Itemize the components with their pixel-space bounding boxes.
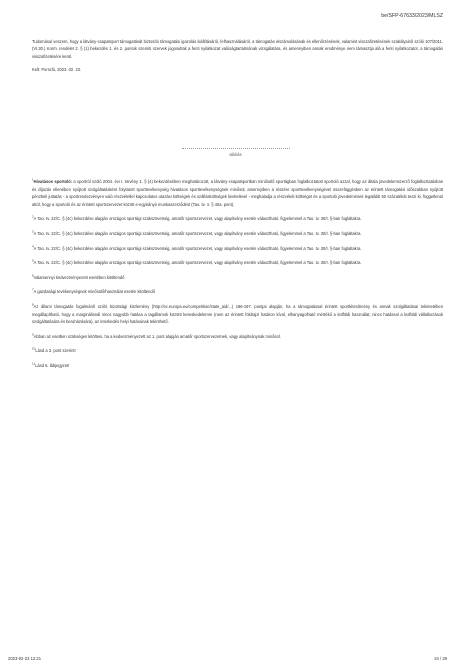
footnote-number: 2 [32,215,34,220]
footer-timestamp: 2023-02-23 12:21 [8,656,42,661]
footnote-number: 10 [32,346,36,351]
footnote-text: A Tao. tv. 22/C. § (4c) bekezdése alapján országos sportági szakszövetség, amatőr sportszervezet, vagy alapítvány esetén választható, figyelemmel a Tao. tv. 30/I. §-ban foglaltakra. [33,216,362,222]
footnote [32,362,443,370]
footnote-number: 1 [32,177,34,182]
page-number: 24 / 29 [434,656,447,661]
footnote-text: A Tao. tv. 22/C. § (4c) bekezdése alapján országos sportági szakszövetség, amatőr sportszervezet, vagy alapítvány esetén választható, figyelemmel a Tao. tv. 30/I. §-ban foglaltakra. [33,260,362,266]
footnote [32,333,443,341]
document-reference: be/SFP-67633/2023/MLSZ [381,13,443,19]
footnote-text: Valamennyi kedvezményezett esetében kitöltendő [33,274,125,280]
footnotes [32,178,443,377]
footnote-number: 8 [32,302,34,307]
footnote-text: A Tao. tv. 22/C. § (4c) bekezdése alapján országos sportági szakszövetség, amatőr sportszervezet, vagy alapítvány esetén választható, figyelemmel a Tao. tv. 30/I. §-ban foglaltakra. [33,230,362,236]
footnote [32,274,443,282]
footnote [32,215,443,223]
footnote [32,178,443,208]
document-body [32,38,443,80]
signature-label: aláírás [229,152,242,157]
footnote-text: A gazdasági tevékenységnek minősülő/használat esetén kitöltendő [33,289,155,295]
footnote-text: Az állami támogatás fogalmáról szóló bizottsági közlemény (http://ec.europa.eu/competition/state_aid/...) 196-197. pontjai alapján, ha a támogatással érintett sportlétesítmény és annak szolgáltatásai tekintetében megállapítható, hogy a marginálisnál nincs nagyobb hatása a tagállamok közötti kereskedelemre (nem az érintett földrajzi határon kívül, elhanyagolható mértékű a külföldi használat; nincs hatással a külföldi vállalkozások szolgáltatására és beruházására), az interkedés helyi hatásúnak tekinthető. [32,303,443,325]
footnote-term: Hivatásos sportoló: [33,179,73,184]
footnote [32,347,443,355]
footnote-text: A Tao. tv. 22/C. § (4c) bekezdése alapján országos sportági szakszövetség, amatőr sportszervezet, vagy alapítvány esetén választható, figyelemmel a Tao. tv. 30/I. §-ban foglaltakra. [33,245,362,251]
footnote-text: Lásd 6. lábjegyzet! [35,362,70,368]
footnote [32,259,443,267]
footnote-number: 7 [32,287,34,292]
footnote-number: 9 [32,332,34,337]
footnote [32,288,443,296]
place-date: Kelt: Porszló, 2023. 02. 23. [32,67,82,73]
footnote [32,303,443,326]
footnote-number: 4 [32,244,34,249]
footnote-number: 11 [32,361,36,366]
signature-line [182,148,290,149]
signature-block [0,148,471,157]
acknowledgement-paragraph: Tudomásul veszem, hogy a látvány-csapatsport támogatását biztosító támogatási igazolás kiállításáról, felhasználásáról, a támogatás elszámolásának és ellenőrzésének, valamint visszafizetésének szabályairól szóló 107/2011. (VI.30.) Korm. rendelet 2. § (1) bekezdés 1. és 2. pontok szerinti szervek jogosultak a fenti nyilatkozat valóságtartalmának vizsgálatára, és amennyiben annak eredménye nem támasztja alá a fenti nyilatkozatot, a támogatás visszafizetésére kerül. [32,39,443,59]
footnote-number: 6 [32,273,34,278]
footnote-number: 3 [32,229,34,234]
footnote-number: 5 [32,258,34,263]
footnote-text: a sportról szóló 2004. évi I. törvény 1. § (4) bekezdésében meghatározott, a látvány-csapatsportban minősülő sportágban foglalkoztatott sportoló azzal, hogy az általa jövedelemszerző foglalkoztatásban és díjazás ellenében nyújtott szolgáltatásként folytatott sporttevékenység hivatásos sporttevékenységnek minősül, amennyiben a részére sporttevékenységével összefüggésben az érintett támogatási időszakban nyújtott pénzbeli juttatás - a sportrendezvényen való részvétellel kapcsolatos utazási költségek és szállásköltségek kivételével - meghaladja a részvételi költséget és a sportoló jövedelmének legalább 50 százalékát teszi ki, függetlenül attól, hogy a sportoló és az érintett sportszervezet között e-egyirányú munkaszerződést (Tao. tv. 4. § 40a. pont). [32,179,443,207]
footnote [32,230,443,238]
footnote-text: Lásd a 3. pont szerint! [35,348,76,354]
footnote [32,245,443,253]
footnote-text: Abban az esetben szükséges kitölteni, ha a kedvezményezett az 1. pont alapján amatőr sportszervezetnek, vagy alapítványnak minősül. [33,333,281,339]
